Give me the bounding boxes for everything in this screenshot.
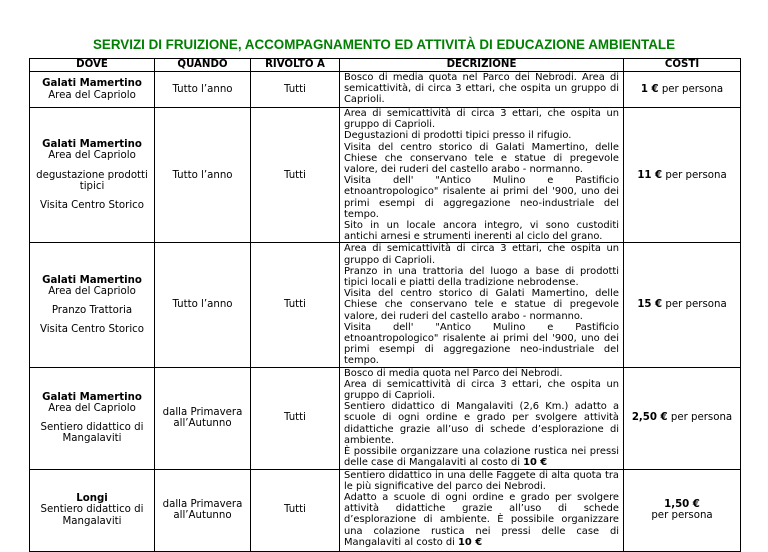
description-text: Sentiero didattico in una delle Faggete di alta quota tra le più significative del parco dei Nebrodi. Adatto a scuole di ogni ordine e grado per svolgere attività didattiche grazie all’uso di schede d’esplorazione di ambiente. È possibile organizzare una colazione rustica nei pressi delle case di Mangalaviti al costo di	[344, 469, 619, 548]
spacer	[33, 414, 151, 422]
cell-dove	[30, 367, 155, 469]
location-detail: Pranzo Trattoria	[51, 305, 133, 317]
location-name: Galati Mamertino	[42, 274, 142, 286]
spacer	[33, 162, 151, 170]
table-row	[30, 367, 741, 469]
location-detail: degustazione prodotti tipici	[36, 169, 148, 192]
header-row	[30, 59, 741, 72]
cell-costi	[624, 367, 741, 469]
spacer	[33, 297, 151, 305]
cell-quando: Tutto l’anno	[155, 243, 251, 367]
location-name: Galati Mamertino	[42, 78, 142, 90]
cell-descrizione	[340, 108, 624, 243]
cell-rivolto: Tutti	[251, 243, 340, 367]
header-quando: QUANDO	[155, 59, 251, 72]
price-unit: per persona	[662, 169, 727, 181]
location-detail: Sentiero didattico di Mangalaviti	[40, 422, 144, 445]
cell-dove	[30, 243, 155, 367]
location-detail: Area del Capriolo	[48, 150, 136, 162]
cell-descrizione	[340, 469, 624, 551]
price-unit: per persona	[662, 299, 727, 311]
table-row	[30, 108, 741, 243]
header-rivolto: RIVOLTO A	[251, 59, 340, 72]
cell-rivolto: Tutti	[251, 367, 340, 469]
cell-costi	[624, 469, 741, 551]
price-unit: per persona	[651, 510, 713, 521]
cell-rivolto: Tutti	[251, 108, 340, 243]
table-row	[30, 469, 741, 551]
location-detail: Area del Capriolo	[48, 89, 136, 101]
location-detail: Area del Capriolo	[48, 402, 136, 414]
cell-quando: dalla Primavera all’Autunno	[155, 367, 251, 469]
location-name: Galati Mamertino	[42, 139, 142, 151]
cell-quando: dalla Primavera all’Autunno	[155, 469, 251, 551]
cell-descrizione	[340, 367, 624, 469]
services-table	[29, 58, 741, 552]
table-row	[30, 72, 741, 108]
page-title: SERVIZI DI FRUIZIONE, ACCOMPAGNAMENTO ED ATTIVITÀ DI EDUCAZIONE AMBIENTALE	[93, 37, 675, 52]
header-dove: DOVE	[30, 59, 155, 72]
description-price: 10 €	[458, 536, 483, 548]
location-name: Galati Mamertino	[42, 391, 142, 403]
price-amount: 15 €	[637, 299, 663, 311]
cell-dove	[30, 108, 155, 243]
cell-quando: Tutto l’anno	[155, 108, 251, 243]
cell-descrizione	[340, 72, 624, 108]
price-amount: 1 €	[640, 83, 659, 95]
description-text: Bosco di media quota nel Parco dei Nebrodi. Area di semicattività di circa 3 ettari, che ospita un gruppo di Caprioli. Sentiero didattico di Mangalaviti (2,6 Km.) adatto a scuole di ogni ordine e grado per svolgere attività didattiche grazie all’uso di schede d’esplorazione di ambiente. È possibile organizzare una colazione rustica nei pressi delle case di Mangalaviti al costo di	[344, 367, 619, 469]
cell-costi	[624, 243, 741, 367]
location-detail: Sentiero didattico di Mangalaviti	[40, 504, 144, 527]
price-amount: 11 €	[637, 169, 663, 181]
price-unit: per persona	[658, 83, 724, 95]
table-row	[30, 243, 741, 367]
header-descrizione: DECRIZIONE	[340, 59, 624, 72]
cell-dove	[30, 72, 155, 108]
location-detail: Visita Centro Storico	[39, 200, 144, 212]
price-amount: 2,50 €	[631, 412, 668, 424]
cell-descrizione	[340, 243, 624, 367]
description-text: Bosco di media quota nel Parco dei Nebrodi. Area di semicattività, di circa 3 ettari, che ospita un gruppo di Caprioli.	[344, 72, 619, 106]
cell-quando: Tutto l’anno	[155, 72, 251, 108]
description-text: Area di semicattività di circa 3 ettari, che ospita un gruppo di Caprioli. Degustazioni di prodotti tipici presso il rifugio. Visita del centro storico di Galati Mamertino, delle Chiese che conservano tele e statue di pregevole valore, dei ruderi del castello arabo - normanno. Visita dell' "Antico Mulino e Pastificio etnoantropologico" risalente ai primi del '900, uno dei primi esempi di aggregazione neo-industriale del tempo. Sito in un locale ancora integro, vi sono custoditi antichi arnesi e strumenti inerenti al ciclo del grano.	[344, 108, 619, 243]
spacer	[33, 316, 151, 324]
spacer	[33, 192, 151, 200]
location-name: Longi	[76, 493, 108, 505]
price-amount: 1,50 €	[664, 498, 700, 510]
cell-costi	[624, 108, 741, 243]
cell-rivolto: Tutti	[251, 72, 340, 108]
location-detail: Area del Capriolo	[48, 285, 136, 297]
price-unit: per persona	[667, 412, 733, 424]
cell-dove	[30, 469, 155, 551]
cell-rivolto: Tutti	[251, 469, 340, 551]
description-price: 10 €	[523, 457, 548, 469]
description-text: Area di semicattività di circa 3 ettari, che ospita un gruppo di Caprioli. Pranzo in una trattoria del luogo a base di prodotti tipici locali e piatti della tradizione nebrodense. Visita del centro storico di Galati Mamertino, delle Chiese che conservano tele e statue di pregevole valore, dei ruderi del castello arabo - normanno. Visita dell' "Antico Mulino e Pastificio etnoantropologico" risalente ai primi del '900, uno dei primi esempi di aggregazione neo-industriale del tempo.	[344, 243, 619, 367]
header-costi: COSTI	[624, 59, 741, 72]
location-detail: Visita Centro Storico	[39, 324, 144, 336]
cell-costi	[624, 72, 741, 108]
